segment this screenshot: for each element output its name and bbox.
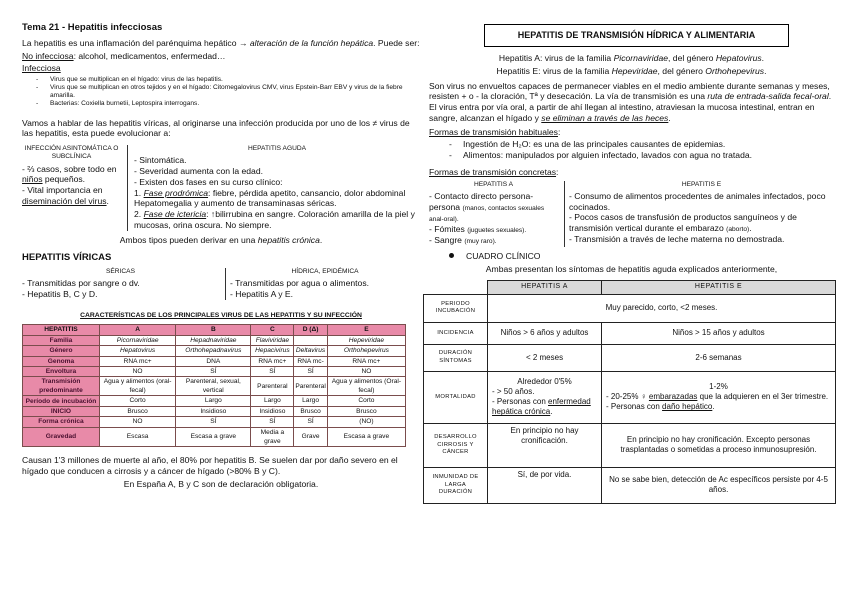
row-label: PERIODO INCUBACIÓN	[424, 294, 488, 322]
text: : ↑bilirrubina en sangre. Coloración amarilla de la piel y mucosas, orina oscura. No siempre.	[134, 209, 415, 230]
formas-habituales-list	[429, 139, 834, 160]
virus-table-title: CARACTERÍSTICAS DE LOS PRINCIPALES VIRUS DE LAS HEPATITIS Y SU INFECCIÓN	[80, 311, 362, 319]
table-cell: SÍ	[251, 417, 294, 427]
intro-text: La hepatitis es una inflamación del parénquima hepático →	[22, 37, 250, 48]
no-infecciosa-line	[22, 51, 420, 62]
table-cell: Brusco	[99, 406, 175, 416]
concretas-e-line	[569, 212, 834, 234]
text-underlined: Formas de transmisión concretas	[429, 166, 557, 177]
aguda-fase-prodromica	[134, 188, 420, 209]
text: - Vital importancia en	[22, 185, 103, 196]
table-cell: RNA mc-	[294, 356, 327, 366]
table-cell: RNA mc+	[327, 356, 405, 366]
virus-description-paragraph	[429, 81, 834, 124]
table-cell: Largo	[251, 396, 294, 406]
text: - Sangre	[429, 235, 465, 246]
table-cell: DNA	[176, 356, 251, 366]
row-label: MORTALIDAD	[424, 371, 488, 423]
viricas-boxes	[22, 268, 420, 300]
text: 2.	[134, 209, 144, 220]
text-italic: ruta de entrada-salida fecal-oral	[707, 91, 829, 102]
table-cell: Orthohepevirus	[327, 346, 405, 356]
table-cell: Orthohepadnavirus	[176, 346, 251, 356]
text-underlined: diseminación del virus	[22, 195, 107, 206]
table-row	[424, 467, 836, 503]
concretas-e-line: - Consumo de alimentos procedentes de animales infectados, poco cocinados.	[569, 190, 826, 212]
table-cell: Deltavirus	[294, 346, 327, 356]
text: Ambos tipos pueden derivar en una	[119, 234, 258, 245]
list-item: - Ingestión de H₂O: es una de las principales causantes de epidemias.	[429, 139, 834, 150]
text: .	[764, 65, 767, 76]
row-label: INMUNIDAD DE LARGA DURACIÓN	[424, 467, 488, 503]
text: .	[761, 53, 765, 64]
concretas-a-title: HEPATITIS A	[474, 180, 513, 188]
page-title: Tema 21 - Hepatitis infecciosas	[22, 22, 163, 33]
concretas-a-line	[429, 191, 558, 224]
table-cell: SÍ	[176, 366, 251, 376]
row-label: DURACIÓN SÍNTOMAS	[424, 344, 488, 371]
table-cell: Parenteral	[251, 377, 294, 396]
table-cell: Escasa a grave	[327, 427, 405, 447]
cell-line: - > 50 años.	[492, 387, 535, 397]
infecciosa-label: Infecciosa	[22, 63, 61, 74]
no-infecciosa-label: No infecciosa	[22, 50, 74, 61]
text: - Personas con	[492, 397, 549, 407]
text-small: (aborto)	[726, 226, 750, 234]
hepatitis-aguda-title: HEPATITIS AGUDA	[247, 145, 306, 153]
text: - Personas con	[606, 402, 663, 412]
text: .	[106, 195, 109, 206]
text-underlined: se eliminan a través de las heces	[541, 112, 669, 123]
table-row	[23, 427, 406, 447]
text: 1.	[134, 187, 144, 198]
text-italic: Orthohepevirus	[705, 65, 765, 76]
virus-characteristics-table	[22, 324, 406, 447]
table-row	[23, 377, 406, 396]
table-header-cell: A	[99, 325, 175, 335]
sericas-box	[22, 268, 226, 300]
table-row	[424, 371, 836, 423]
text: - Pocos casos de transfusión de productos sanguíneos y de transmisión vertical durante el embarazo	[569, 212, 797, 234]
aguda-fase-ictericia	[134, 209, 420, 230]
table-cell: Escasa a grave	[176, 427, 251, 447]
concretas-e-line: - Transmisión a través de leche materna no demostrada.	[569, 234, 785, 245]
hidrica-title: HÍDRICA, EPIDÉMICA	[291, 268, 359, 276]
text: : fiebre, pérdida apetito, cansancio, dolor abdominal Hepatomegalia y aumento de transaminasas séricas.	[134, 187, 406, 209]
intro-emphasis: alteración de la función hepática	[249, 37, 374, 48]
table-cell: Picornaviridae	[99, 335, 175, 345]
table-cell: Muy parecido, corto, <2 meses.	[488, 294, 836, 322]
text: Hepatitis E: virus de la familia	[496, 65, 612, 76]
table-cell: Agua y alimentos (Oral-fecal)	[327, 377, 405, 396]
table-row	[23, 335, 406, 345]
text: :	[556, 166, 559, 177]
hidrica-line: - Hepatitis A y E.	[230, 289, 294, 300]
table-cell: SÍ	[176, 417, 251, 427]
hepatitis-viricas-title: HEPATITIS VÍRICAS	[22, 252, 112, 264]
infeccion-asintomatica-line-1	[22, 164, 121, 185]
aguda-line: - Sintomática.	[134, 155, 187, 166]
table-cell	[488, 371, 602, 423]
left-column	[22, 22, 420, 492]
table-cell: Brusco	[327, 406, 405, 416]
text: .	[712, 402, 715, 412]
row-label: Transmisión predominante	[23, 377, 100, 396]
table-header-cell: B	[176, 325, 251, 335]
text: Hepatitis A: virus de la familia	[498, 53, 614, 64]
row-label: Género	[23, 346, 100, 356]
infecciosa-list	[32, 76, 420, 108]
text-underlined: Fase de ictericia	[143, 209, 207, 220]
text: pequeños.	[42, 174, 86, 185]
table-cell: Hepacivirus	[251, 346, 294, 356]
table-cell: Corto	[327, 396, 405, 406]
table-cell: 2-6 semanas	[602, 344, 836, 371]
table-cell: Media a grave	[251, 427, 294, 447]
text: - 20-25% ♀	[606, 392, 649, 402]
hepatitis-e-line	[429, 66, 834, 77]
cell-line: 1-2%	[709, 382, 728, 392]
concretas-a-box	[429, 181, 565, 247]
list-item: - Virus que se multiplican en el hígado: virus de las hepatitis.	[32, 76, 420, 84]
concretas-a-line	[429, 235, 558, 246]
evolution-boxes	[22, 145, 420, 230]
sericas-line: - Hepatitis B, C y D.	[22, 289, 98, 300]
table-cell: En principio no hay cronificación.	[488, 423, 602, 467]
table-cell: < 2 meses	[488, 344, 602, 371]
text: , del género	[657, 65, 706, 76]
row-label: Genoma	[23, 356, 100, 366]
row-label: Gravedad	[23, 427, 100, 447]
table-cell: Insidioso	[176, 406, 251, 416]
table-cell	[294, 335, 327, 345]
text-italic: Hepatovirus	[715, 53, 762, 64]
cell-line	[492, 397, 597, 417]
cell-line: Alrededor 0'5%	[517, 377, 572, 387]
table-header-row	[424, 280, 836, 294]
text-italic: Hepeviridae	[611, 65, 658, 76]
text: - ⅔ casos, sobre todo en	[22, 163, 117, 174]
text: :	[557, 126, 561, 137]
table-cell: Sí, de por vida.	[488, 467, 602, 503]
list-item: - Virus que se multiplican en otros tejidos y en el hígado: Citomegalovirus CMV, virus Epstein-Barr EBV y virus de la fiebre amarilla.	[32, 84, 420, 100]
text-underlined: Formas de transmisión habituales	[429, 126, 558, 137]
intro-paragraph	[22, 38, 420, 49]
text-underlined: daño hepático	[662, 402, 713, 412]
concretas-a-line	[429, 224, 558, 235]
row-label: DESARROLLO CIRROSIS Y CÁNCER	[424, 423, 488, 467]
table-cell: SÍ	[294, 366, 327, 376]
table-cell: Niños > 6 años y adultos	[488, 322, 602, 344]
text: que la adquieren en el 3er trimestre.	[697, 392, 829, 402]
table-cell: Agua y alimentos (oral-fecal)	[99, 377, 175, 396]
infeccion-asintomatica-title: INFECCIÓN ASINTOMÁTICA O SUBCLÍNICA	[24, 145, 119, 161]
text: . El virus entra por vía oral, a partir de ahí llegan al intestino, atraviesan la mucosa intestinal, entran en sangre, alcanzan el hígado y	[429, 91, 832, 123]
text-small: (juguetes sexuales).	[467, 227, 527, 235]
formas-habituales-heading	[429, 127, 834, 138]
no-infecciosa-text: : alcohol, medicamentos, enfermedad…	[73, 50, 226, 61]
table-row	[23, 356, 406, 366]
table-corner	[424, 280, 488, 294]
hepatitis-aguda-box	[128, 145, 420, 230]
table-row	[23, 396, 406, 406]
clinical-comparison-table	[423, 280, 836, 504]
table-cell: RNA mc+	[99, 356, 175, 366]
infeccion-asintomatica-line-2	[22, 185, 121, 206]
text-italic: hepatitis crónica	[257, 234, 320, 245]
row-label: Período de incubación	[23, 396, 100, 406]
text-underlined: embarazadas	[648, 392, 698, 402]
table-cell: No se sabe bien, detección de Ac específicos persiste por 4-5 años.	[602, 467, 836, 503]
table-row	[424, 423, 836, 467]
table-row	[424, 322, 836, 344]
bullet-icon	[449, 253, 454, 258]
table-header-cell: HEPATITIS	[23, 325, 100, 335]
text-underlined: Fase prodrómica	[143, 187, 209, 198]
cuadro-clinico-title: CUADRO CLÍNICO	[466, 250, 541, 261]
table-row	[23, 366, 406, 376]
table-cell: NO	[327, 366, 405, 376]
table-cell: (NO)	[327, 417, 405, 427]
text: , del género	[668, 53, 716, 64]
table-row	[23, 346, 406, 356]
table-cell	[602, 371, 836, 423]
table-cell: En principio no hay cronificación. Excepto personas trasplantadas o sometidas a proceso inmunosupresión.	[602, 423, 836, 467]
text-italic: Picornaviridae	[613, 53, 669, 64]
row-label: INCIDENCIA	[424, 322, 488, 344]
concretas-e-title: HEPATITIS E	[681, 180, 722, 188]
hidrica-line: - Transmitidas por agua o alimentos.	[230, 278, 369, 289]
sericas-title: SÉRICAS	[106, 268, 135, 276]
table-cell: SÍ	[294, 417, 327, 427]
table-header-cell: C	[251, 325, 294, 335]
row-label: INICIO	[23, 406, 100, 416]
table-cell: Hepeviridae	[327, 335, 405, 345]
list-item: - Bacterias: Coxiella burnetii, Leptospira interrogans.	[32, 100, 420, 108]
row-label: Familia	[23, 335, 100, 345]
sericas-line: - Transmitidas por sangre o dv.	[22, 278, 140, 289]
text: .	[319, 234, 323, 245]
table-cell: Brusco	[294, 406, 327, 416]
aguda-line: - Existen dos fases en su curso clínico:	[134, 176, 283, 187]
row-label: Forma crónica	[23, 417, 100, 427]
table-row	[23, 417, 406, 427]
cell-line	[606, 392, 831, 402]
text: Son virus no envueltos capaces de permanecer viables en el medio ambiente durante semanas y meses, resisten + o - la cloración, Tª y desecación. La vía de transmisión es una	[429, 80, 830, 102]
intro-end: . Puede ser:	[373, 37, 420, 48]
ambos-line	[22, 235, 420, 246]
text-underlined: enfermedad hepática crónica	[492, 397, 591, 417]
table-header-cell: E	[327, 325, 405, 335]
table-cell: Parenteral	[294, 377, 327, 396]
list-item: - Alimentos: manipulados por alguien infectado, lavados con agua no tratada.	[429, 150, 834, 161]
table-header-row	[23, 325, 406, 335]
text: .	[668, 112, 671, 123]
table-cell: Escasa	[99, 427, 175, 447]
vamos-paragraph: Vamos a hablar de las hepatitis víricas, al originarse una infección producida por uno de los ≠ virus de las hepatitis, esta puede evolucionar a:	[22, 117, 410, 139]
section-title-box: HEPATITIS DE TRANSMISIÓN HÍDRICA Y ALIMENTARIA	[484, 24, 789, 47]
table-row	[424, 294, 836, 322]
hepatitis-a-line	[429, 53, 834, 64]
cell-line	[606, 402, 831, 412]
table-cell: Largo	[294, 396, 327, 406]
table-cell: Grave	[294, 427, 327, 447]
text: .	[749, 223, 752, 234]
text: - Fómites	[429, 224, 468, 235]
table-cell: Parenteral, sexual, vertical	[176, 377, 251, 396]
table-cell: Largo	[176, 396, 251, 406]
causan-paragraph: Causan 1'3 millones de muerte al año, el 80% por hepatitis B. Se suelen dar por daño severo en el hígado que conducen a cirrosis y a cáncer de hígado (>80% B y C).	[22, 455, 398, 477]
hidrica-box	[226, 268, 420, 300]
table-header-cell: D (Δ)	[294, 325, 327, 335]
table-cell: Insidioso	[251, 406, 294, 416]
row-label: Envoltura	[23, 366, 100, 376]
table-cell: Corto	[99, 396, 175, 406]
table-cell: Niños > 15 años y adultos	[602, 322, 836, 344]
table-cell: Hepadnaviridae	[176, 335, 251, 345]
formas-concretas-heading	[429, 167, 834, 178]
table-header-cell: HEPATITIS E	[602, 280, 836, 294]
table-cell: SÍ	[251, 366, 294, 376]
aguda-line: - Severidad aumenta con la edad.	[134, 166, 263, 177]
formas-concretas-boxes	[429, 181, 834, 247]
table-header-cell: HEPATITIS A	[488, 280, 602, 294]
concretas-e-box	[565, 181, 834, 247]
text-small: (manos, contactos sexuales anal-oral).	[429, 204, 545, 223]
text: .	[550, 407, 553, 417]
text: - Contacto directo persona-persona	[429, 190, 534, 212]
table-cell: NO	[99, 366, 175, 376]
text-underlined: niños	[22, 174, 43, 185]
table-cell: Hepatovirus	[99, 346, 175, 356]
cuadro-clinico-heading	[449, 251, 834, 262]
ambas-line: Ambas presentan los síntomas de hepatitis aguda explicados anteriormente,	[485, 264, 778, 275]
infeccion-asintomatica-box	[22, 145, 128, 230]
table-cell: RNA mc+	[251, 356, 294, 366]
table-row	[424, 344, 836, 371]
espana-line: En España A, B y C son de declaración obligatoria.	[123, 478, 319, 489]
table-cell: Flaviviridae	[251, 335, 294, 345]
text-small: (muy raro).	[464, 238, 497, 246]
table-row	[23, 406, 406, 416]
table-cell: NO	[99, 417, 175, 427]
right-column	[429, 24, 834, 504]
